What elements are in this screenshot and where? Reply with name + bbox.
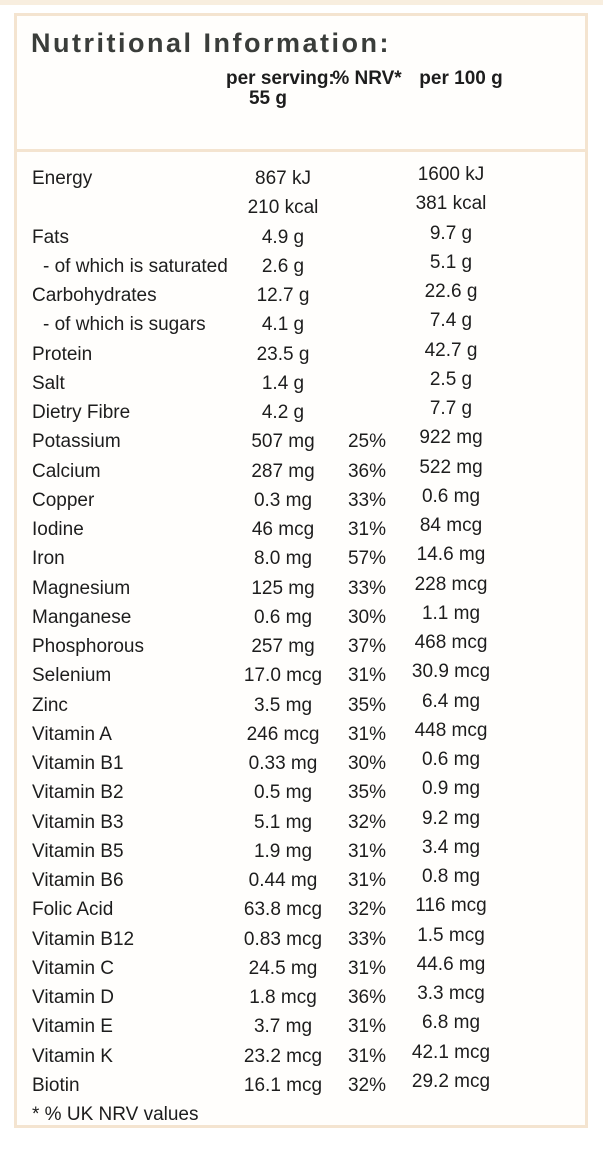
table-row: [17, 544, 585, 573]
per-100g-value: 1.1 mg: [421, 602, 481, 624]
per-serving-value: 0.3 mg: [253, 489, 313, 511]
per-serving-value: 8.0 mg: [253, 548, 313, 570]
table-row: [17, 749, 585, 778]
per-serving-value: 3.5 mg: [253, 694, 313, 716]
nutrient-name: Manganese: [32, 606, 132, 628]
table-row: [17, 866, 585, 895]
nrv-percent-value: [325, 281, 409, 310]
per-serving-value: 1.4 g: [261, 372, 305, 394]
nutrient-name: Folic Acid: [32, 899, 114, 921]
nutrient-name: Energy: [32, 168, 93, 189]
table-row: [17, 808, 585, 837]
table-row: [17, 427, 585, 456]
per-serving-value: 17.0 mcg: [243, 665, 323, 687]
per-serving-value: 4.2 g: [261, 402, 305, 423]
per-serving-value: 867 kJ: [255, 168, 311, 189]
nutrient-name: - of which is sugars: [43, 314, 206, 336]
table-row: [17, 252, 585, 281]
nrv-percent-value: 36%: [347, 987, 387, 1008]
nutrient-name: Vitamin A: [32, 723, 112, 745]
nrv-percent-value: 37%: [347, 636, 387, 657]
per-100g-value: 448 mcg: [414, 719, 488, 741]
nrv-percent-value: [325, 252, 409, 281]
nutrient-name: Phosphorous: [32, 636, 144, 657]
table-row: [17, 369, 585, 398]
nrv-percent-value: 31%: [347, 665, 387, 687]
nutrient-name: Selenium: [32, 665, 112, 687]
nrv-percent-value: 31%: [347, 1045, 387, 1067]
per-serving-value: 1.8 mcg: [249, 987, 317, 1008]
nrv-percent-value: [325, 164, 409, 193]
nrv-footnote: * % UK NRV values: [32, 1104, 199, 1125]
table-row: [17, 164, 585, 193]
per-serving-value: 125 mg: [251, 577, 315, 599]
nrv-percent-value: [325, 398, 409, 427]
nutrient-name: Biotin: [32, 1074, 80, 1096]
nrv-percent-value: [325, 193, 409, 222]
per-100g-value: 9.2 mg: [421, 807, 481, 829]
per-serving-value: 0.83 mcg: [243, 928, 323, 950]
nrv-percent-value: [325, 310, 409, 339]
nrv-percent-value: 31%: [347, 957, 387, 979]
table-row: [17, 720, 585, 749]
per-serving-value: 1.9 mg: [253, 840, 313, 862]
table-row: [17, 1042, 585, 1071]
per-100g-value: 228 mcg: [414, 573, 488, 595]
per-100g-value: 1600 kJ: [417, 164, 485, 185]
nrv-percent-value: 31%: [347, 840, 387, 862]
nutrient-name: Iron: [32, 548, 65, 570]
table-row: [17, 1012, 585, 1041]
per-serving-value: 3.7 mg: [253, 1016, 313, 1038]
table-row: [17, 837, 585, 866]
nrv-percent-value: 30%: [347, 606, 387, 628]
nutrient-name: Salt: [32, 372, 65, 394]
per-100g-value: 6.4 mg: [421, 690, 481, 712]
per-100g-value: 3.4 mg: [421, 836, 481, 858]
table-row: [17, 925, 585, 954]
per-100g-value: 381 kcal: [415, 193, 487, 215]
column-header-per-serving: [226, 68, 335, 109]
table-row: [17, 281, 585, 310]
nrv-percent-value: 35%: [347, 694, 387, 716]
per-serving-value: 24.5 mg: [248, 957, 318, 979]
table-row: [17, 457, 585, 486]
nutrient-name: Vitamin B12: [32, 928, 135, 950]
nutrient-name: Copper: [32, 489, 95, 511]
per-100g-value: 42.1 mcg: [411, 1041, 491, 1063]
nrv-percent-value: 33%: [347, 489, 387, 511]
table-row: [17, 895, 585, 924]
nrv-percent-value: 31%: [347, 1016, 387, 1038]
nutrient-name: Zinc: [32, 694, 68, 716]
per-serving-label: per serving:: [226, 68, 335, 89]
column-headers: [17, 69, 585, 109]
per-100g-value: 522 mg: [419, 456, 483, 478]
nutrient-name: Iodine: [32, 519, 84, 540]
nutrient-name: [17, 193, 241, 222]
nrv-percent-value: 31%: [347, 870, 387, 891]
per-100g-value: 3.3 mcg: [417, 983, 485, 1004]
per-100g-value: 1.5 mcg: [417, 924, 485, 946]
per-100g-value: 7.7 g: [429, 398, 473, 419]
nutrient-name: Vitamin B5: [32, 840, 124, 862]
nutrition-rows: [17, 164, 585, 1100]
table-row: [17, 310, 585, 339]
per-100g-value: 2.5 g: [429, 368, 473, 390]
column-header-spacer: [17, 69, 241, 109]
nrv-percent-value: 36%: [347, 460, 387, 482]
nutrient-name: Vitamin B6: [32, 870, 124, 891]
nrv-percent-value: [325, 223, 409, 252]
nrv-percent-value: 32%: [347, 899, 387, 921]
nrv-percent-value: 57%: [347, 548, 387, 570]
nutrient-name: Vitamin D: [32, 987, 115, 1008]
per-100g-value: 7.4 g: [429, 310, 473, 332]
nrv-percent-value: 30%: [347, 753, 387, 774]
nutrient-name: Vitamin B1: [32, 753, 124, 774]
nrv-percent-value: 32%: [347, 1074, 387, 1096]
nrv-percent-value: [325, 340, 409, 369]
nutrient-name: Protein: [32, 343, 93, 365]
per-serving-value: 4.9 g: [261, 226, 305, 248]
per-serving-value: 16.1 mcg: [243, 1074, 323, 1096]
per-100g-value: 0.6 mg: [421, 485, 481, 507]
panel-header: [17, 28, 585, 152]
per-serving-value: 0.5 mg: [253, 782, 313, 804]
table-row: [17, 1071, 585, 1100]
per-serving-value: 0.44 mg: [248, 870, 318, 891]
per-100g-value: 6.8 mg: [421, 1012, 481, 1034]
table-row: [17, 691, 585, 720]
table-row: [17, 983, 585, 1012]
table-row: [17, 778, 585, 807]
per-100g-value: 42.7 g: [424, 339, 478, 361]
per-serving-value: 507 mg: [251, 431, 315, 453]
per-serving-value: 257 mg: [251, 636, 315, 657]
per-serving-value: 46 mcg: [251, 519, 315, 540]
table-row: [17, 340, 585, 369]
per-100g-value: 9.7 g: [429, 222, 473, 244]
nutrient-name: Vitamin E: [32, 1016, 113, 1038]
column-header-nrv: % NRV*: [332, 68, 402, 89]
nrv-percent-value: 31%: [347, 519, 387, 540]
nutrition-panel: [14, 13, 588, 1128]
nrv-percent-value: [325, 369, 409, 398]
per-serving-value: 287 mg: [251, 460, 315, 482]
table-row: [17, 486, 585, 515]
per-serving-value: 12.7 g: [256, 285, 310, 306]
per-serving-value: 5.1 mg: [253, 811, 313, 833]
nutrient-name: Calcium: [32, 460, 101, 482]
per-100g-value: 468 mcg: [414, 632, 488, 653]
per-serving-value: 23.5 g: [256, 343, 310, 365]
table-row: [17, 603, 585, 632]
per-100g-value: 922 mg: [419, 427, 483, 449]
per-serving-value: 23.2 mcg: [243, 1045, 323, 1067]
nutrient-name: Carbohydrates: [32, 285, 157, 306]
per-serving-value: 210 kcal: [247, 197, 319, 219]
per-serving-value: 4.1 g: [261, 314, 305, 336]
per-100g-value: 0.9 mg: [421, 778, 481, 800]
per-100g-value: 84 mcg: [419, 515, 483, 536]
nutrient-name: Fats: [32, 226, 69, 248]
table-row: [17, 223, 585, 252]
nrv-percent-value: 32%: [347, 811, 387, 833]
per-100g-value: 0.8 mg: [421, 866, 481, 887]
per-100g-value: 30.9 mcg: [411, 661, 491, 683]
table-row: [17, 574, 585, 603]
per-100g-value: 0.6 mg: [421, 749, 481, 770]
page-title: Nutritional Information:: [31, 28, 391, 58]
table-row: [17, 193, 585, 222]
per-serving-value: 0.33 mg: [248, 753, 318, 774]
per-100g-value: 14.6 mg: [416, 544, 486, 566]
nutrient-name: Vitamin C: [32, 957, 115, 979]
per-serving-value: 0.6 mg: [253, 606, 313, 628]
nutrient-name: - of which is saturated: [43, 255, 228, 277]
per-100g-value: 22.6 g: [424, 281, 478, 302]
nrv-percent-value: 25%: [347, 431, 387, 453]
table-row: [17, 515, 585, 544]
column-header-per-100g: per 100 g: [419, 68, 503, 89]
per-100g-value: 116 mcg: [415, 895, 487, 917]
nrv-percent-value: 35%: [347, 782, 387, 804]
serving-size-label: 55 g: [248, 88, 288, 109]
per-100g-value: 44.6 mg: [416, 953, 486, 975]
nrv-percent-value: 31%: [347, 723, 387, 745]
table-row: [17, 954, 585, 983]
nutrient-name: Vitamin K: [32, 1045, 113, 1067]
nutrient-name: Magnesium: [32, 577, 131, 599]
per-100g-value: 5.1 g: [429, 251, 473, 273]
per-serving-value: 2.6 g: [261, 255, 305, 277]
nutrient-name: Dietry Fibre: [32, 402, 131, 423]
per-serving-value: 246 mcg: [246, 723, 320, 745]
top-edge-strip: [0, 0, 603, 5]
table-row: [17, 398, 585, 427]
panel-body: [17, 152, 585, 1129]
nutrient-name: Vitamin B3: [32, 811, 124, 833]
table-row: [17, 661, 585, 690]
nrv-percent-value: 33%: [347, 577, 387, 599]
per-serving-value: 63.8 mcg: [243, 899, 323, 921]
nutrient-name: Vitamin B2: [32, 782, 124, 804]
table-row: [17, 632, 585, 661]
nrv-percent-value: 33%: [347, 928, 387, 950]
per-100g-value: 29.2 mcg: [411, 1070, 491, 1092]
nutrient-name: Potassium: [32, 431, 121, 453]
